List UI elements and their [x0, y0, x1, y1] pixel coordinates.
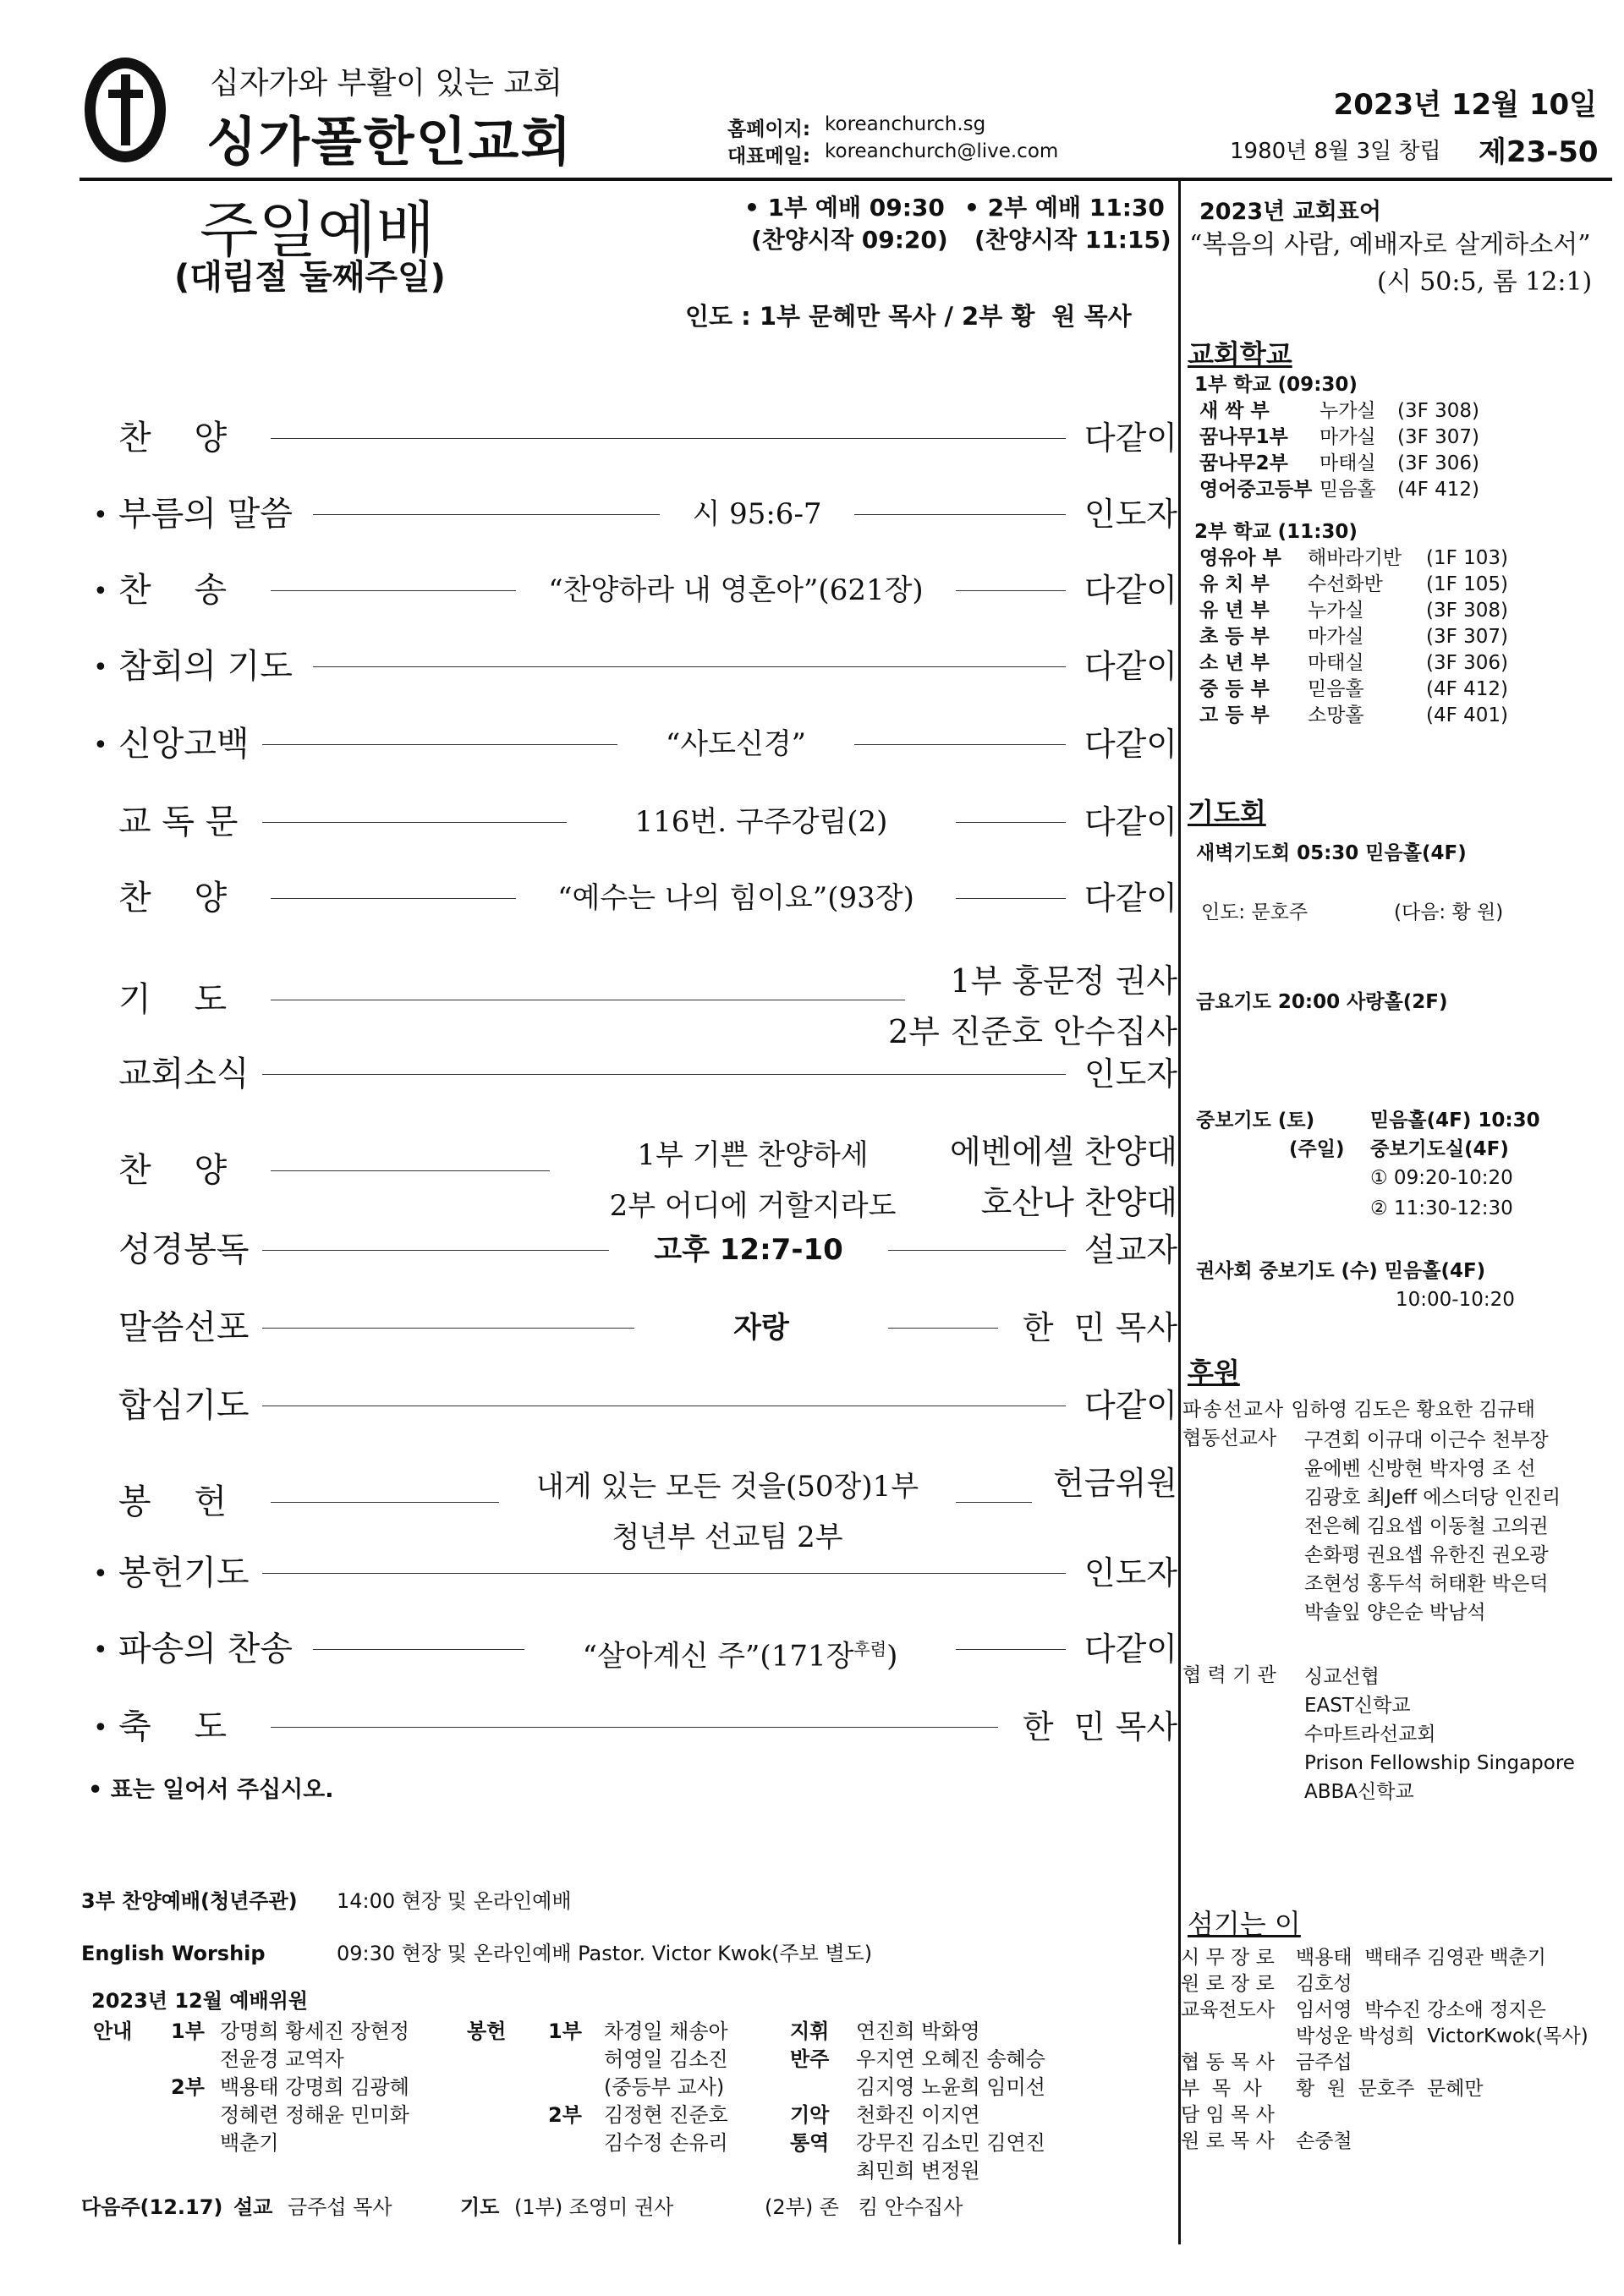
table-cell: 소 년 부 — [1199, 652, 1270, 674]
table-cell: 영어중고등부 — [1199, 479, 1313, 501]
order-item — [93, 489, 1177, 540]
table-row — [1181, 2024, 1617, 2050]
table-cell: 소망홀 — [1308, 704, 1364, 726]
order-item-leader: 인도자 — [1084, 1055, 1177, 1093]
table-row — [1199, 451, 1566, 477]
order-item-content-text: 116번. 구주강림(2) — [634, 805, 888, 839]
order-item-leader: 다같이 — [1084, 879, 1177, 917]
bulletin-date: 2023년 12월 10일 — [1333, 88, 1597, 122]
order-item-bullet: • — [93, 1713, 108, 1743]
table-cell: 교육전도사 — [1181, 1999, 1276, 2021]
offering-2-label: 2부 — [548, 2103, 582, 2127]
motto-reference: (시 50:5, 롬 12:1) — [1377, 267, 1593, 297]
list-item: 윤에벤 신방현 박자영 조 선 — [1304, 1458, 1536, 1480]
order-item-label: 참회의 기도 — [118, 647, 293, 686]
table-cell: (1F 105) — [1426, 573, 1509, 595]
order-item-leader: 인도자 — [1084, 496, 1177, 533]
order-item — [93, 873, 1177, 923]
deaconess-prayer-time: 10:00-10:20 — [1396, 1289, 1515, 1311]
conductor-label: 지휘 — [790, 2019, 830, 2043]
intercession-sunday: 중보기도실(4F) — [1370, 1138, 1509, 1160]
leader-dots-line — [313, 514, 660, 515]
offering-2-names — [604, 2101, 728, 2157]
cross-icon-bar — [108, 90, 143, 98]
leader-dots-line — [956, 822, 1066, 823]
leader-dots-line — [888, 1328, 998, 1329]
intercession-saturday: 믿음홀(4F) 10:30 — [1370, 1110, 1540, 1132]
leader-dots-line — [956, 1502, 1032, 1503]
table-cell: 고 등 부 — [1199, 704, 1270, 726]
offering-1-names — [604, 2018, 728, 2101]
org-label: 협 력 기 관 — [1182, 1664, 1276, 1686]
order-item-content-text: “살아계신 주”(171장 — [582, 1639, 854, 1674]
order-item — [93, 413, 1177, 463]
friday-prayer: 금요기도 20:00 사랑홀(2F) — [1196, 991, 1448, 1013]
intercession-sunday-label: (주일) — [1289, 1138, 1345, 1160]
usher-2-names — [220, 2074, 409, 2157]
order-item-content-line: 청년부 선교팀 2부 — [612, 1521, 843, 1554]
order-item — [93, 797, 1177, 847]
school-second-title: 2부 학교 (11:30) — [1194, 521, 1358, 543]
accompanist-label: 반주 — [790, 2047, 830, 2071]
service-time-2-praise: (찬양시작 11:15) — [974, 226, 1171, 254]
table-row — [1199, 425, 1566, 451]
partner-orgs — [1304, 1663, 1624, 1806]
offering-1-line: 허영일 김소진 — [604, 2047, 728, 2071]
table-cell: 초 등 부 — [1199, 626, 1270, 648]
table-cell: 해바라기반 — [1308, 547, 1402, 569]
support-missionaries — [1182, 1397, 1622, 1423]
order-item-content — [584, 797, 939, 847]
offering-label: 봉헌 — [467, 2019, 507, 2043]
order-item-content-text: “사도신경” — [665, 727, 807, 761]
order-item-content — [567, 1130, 939, 1231]
order-item — [93, 956, 1177, 1050]
leader-dots-line — [262, 744, 617, 745]
order-item-label: 찬 양 — [118, 419, 228, 458]
order-item-leader: 한 민 목사 — [1022, 1708, 1177, 1745]
order-item-leader-line: 에벤에셀 찬양대 — [949, 1133, 1177, 1170]
table-cell: (3F 306) — [1397, 452, 1480, 474]
founded-date: 1980년 8월 3일 창립 — [1230, 139, 1441, 164]
order-item-label: 말씀선포 — [118, 1308, 250, 1347]
table-cell: 꿈나무1부 — [1199, 426, 1288, 448]
list-item: 구견회 이규대 이근수 천부장 — [1304, 1429, 1549, 1451]
order-item-content-text: 고후 12:7-10 — [654, 1233, 843, 1267]
leader-dots-line — [956, 590, 1066, 591]
leader-dots-line — [956, 898, 1066, 899]
accompanist-line: 우지연 오혜진 송혜승 — [856, 2047, 1045, 2071]
order-item-leader-line: 1부 홍문정 권사 — [950, 962, 1177, 1000]
table-cell: 마가실 — [1308, 626, 1364, 648]
service-time-1: • 1부 예배 09:30 — [744, 194, 945, 222]
table-cell: (4F 401) — [1426, 704, 1509, 726]
dawn-next-leader: (다음: 황 원) — [1394, 901, 1504, 923]
order-item-bullet: • — [93, 1559, 108, 1589]
table-row — [1199, 477, 1566, 503]
coop-label: 협동선교사 — [1182, 1427, 1277, 1449]
order-item-content — [541, 1624, 939, 1681]
table-cell: 손중철 — [1296, 2130, 1352, 2152]
order-item-label: 찬 양 — [118, 879, 228, 918]
school-second-list — [1199, 545, 1622, 729]
instrument-label: 기악 — [790, 2103, 830, 2127]
table-row — [1181, 1971, 1617, 1997]
table-cell: 영유아 부 — [1199, 547, 1281, 569]
leader-dots-line — [956, 1649, 1066, 1650]
table-cell: 협 동 목 사 — [1181, 2052, 1275, 2074]
order-item-label: 찬 양 — [118, 1151, 228, 1190]
order-item-leader: 다같이 — [1084, 648, 1177, 685]
table-cell: (3F 308) — [1426, 600, 1509, 622]
usher-2-line: 정혜련 정해윤 민미화 — [220, 2103, 409, 2127]
english-worship: 09:30 현장 및 온라인예배 Pastor. Victor Kwok(주보 별도) — [337, 1942, 873, 1965]
order-item-label: 교회소식 — [118, 1055, 250, 1093]
servers-title: 섬기는 이 — [1188, 1908, 1301, 1940]
list-item: ABBA신학교 — [1304, 1781, 1414, 1803]
table-cell: 꿈나무2부 — [1199, 452, 1288, 474]
order-item-label: 기 도 — [118, 980, 228, 1019]
list-item: 김광호 최Jeff 에스더당 인진리 — [1304, 1487, 1561, 1509]
table-cell: 유 년 부 — [1199, 600, 1270, 622]
table-cell: (1F 103) — [1426, 547, 1509, 569]
table-cell: 새 싹 부 — [1199, 400, 1270, 422]
table-cell: 마가실 — [1320, 426, 1376, 448]
accompanist-line: 김지영 노윤희 임미선 — [856, 2075, 1045, 2099]
church-slogan: 십자가와 부활이 있는 교회 — [210, 66, 562, 101]
order-item-content-line: 2부 어디에 거할지라도 — [609, 1189, 897, 1223]
service-leader: 인도 : 1부 문혜만 목사 / 2부 황 원 목사 — [685, 302, 1132, 331]
order-item — [93, 1126, 1177, 1223]
leader-dots-line — [271, 590, 516, 591]
table-cell: 마태실 — [1308, 652, 1364, 674]
order-item-leader: 다같이 — [1084, 803, 1177, 841]
standing-note: • 표는 일어서 주십시오. — [88, 1777, 334, 1803]
leader-dots-line — [854, 514, 1066, 515]
table-row — [1199, 598, 1595, 624]
table-cell: (3F 307) — [1397, 426, 1480, 448]
table-cell: (4F 412) — [1397, 479, 1480, 501]
table-cell: 시 무 장 로 — [1181, 1947, 1275, 1969]
leader-dots-line — [271, 898, 516, 899]
leader-dots-line — [271, 1727, 998, 1728]
interpreter-line: 최민희 변정원 — [856, 2159, 980, 2183]
issue-number: 제23-50 — [1479, 135, 1599, 169]
missionary-label: 파송선교사 — [1182, 1399, 1286, 1421]
leader-dots-line — [313, 666, 1066, 667]
table-cell: 원 로 장 로 — [1181, 1973, 1275, 1995]
order-item — [93, 1458, 1177, 1554]
table-cell: 누가실 — [1320, 400, 1376, 422]
order-item-content-text: “찬양하라 내 영혼아”(621장) — [548, 573, 924, 607]
list-item: 조현성 홍두석 허태환 박은덕 — [1304, 1573, 1549, 1595]
youth-service-label: 3부 찬양예배(청년주관) — [81, 1889, 298, 1913]
table-cell: 마태실 — [1320, 452, 1376, 474]
table-cell: 금주섭 — [1296, 2052, 1352, 2074]
order-item-content-line: 1부 기쁜 찬양하세 — [637, 1138, 869, 1172]
table-row — [1181, 2050, 1617, 2076]
leader-dots-line — [262, 1573, 1066, 1574]
order-item-bullet: • — [93, 653, 108, 682]
order-item-leader-line: 2부 진준호 안수집사 — [888, 1013, 1177, 1050]
order-item-leader: 다같이 — [1084, 419, 1177, 457]
dawn-prayer: 새벽기도회 05:30 믿음홀(4F) — [1196, 842, 1467, 864]
order-item-content — [677, 489, 837, 540]
order-item-content-line: 내게 있는 모든 것을(50장)1부 — [535, 1470, 919, 1504]
offering-2-line: 김정현 진준호 — [604, 2103, 728, 2127]
intercession-time-1: ① 09:20-10:20 — [1370, 1167, 1513, 1189]
table-cell: 부 목 사 — [1181, 2078, 1262, 2100]
usher-1-line: 강명희 황세진 장현정 — [220, 2019, 409, 2043]
order-item-label: 신앙고백 — [118, 725, 250, 764]
order-item-label: 합심기도 — [118, 1386, 250, 1425]
service-time-1-praise: (찬양시작 09:20) — [751, 226, 948, 254]
leader-dots-line — [313, 1649, 524, 1650]
order-item-bullet: • — [93, 577, 108, 606]
table-cell: 원 로 목 사 — [1181, 2130, 1275, 2152]
interpreter-line: 강무진 김소민 김연진 — [856, 2131, 1045, 2155]
next-sermon: 금주섭 목사 — [288, 2195, 392, 2219]
usher-1-label: 1부 — [171, 2019, 205, 2043]
usher-2-line: 백용태 강명희 김광혜 — [220, 2075, 409, 2099]
next-week-label: 다음주(12.17) — [81, 2195, 223, 2219]
coop-missionaries — [1304, 1426, 1624, 1627]
prayer-title: 기도회 — [1188, 797, 1266, 829]
order-item-label: 파송의 찬송 — [118, 1630, 293, 1669]
table-row — [1199, 545, 1595, 572]
order-item — [93, 1548, 1177, 1598]
order-item — [93, 1049, 1177, 1099]
order-item-bullet: • — [93, 501, 108, 530]
conductor-names: 연진희 박화영 — [856, 2019, 980, 2043]
table-row — [1199, 624, 1595, 650]
table-row — [1181, 2129, 1617, 2155]
list-item: 싱교선협 — [1304, 1666, 1380, 1688]
service-time-2: • 2부 예배 11:30 — [964, 194, 1165, 222]
next-sermon-label: 설교 — [233, 2195, 273, 2219]
accompanist-names — [856, 2046, 1045, 2101]
table-cell — [1181, 2024, 1296, 2050]
youth-service: 14:00 현장 및 온라인예배 — [337, 1889, 572, 1913]
order-item-content — [533, 873, 939, 923]
table-cell: 누가실 — [1308, 600, 1364, 622]
intercession-time-2: ② 11:30-12:30 — [1370, 1197, 1513, 1219]
order-item-label: 봉 헌 — [118, 1482, 228, 1521]
offering-1-line: (중등부 교사) — [604, 2075, 725, 2099]
list-item: 전은혜 김요셉 이동철 고의권 — [1304, 1515, 1549, 1537]
order-item-leader: 헌금위원 — [1053, 1465, 1177, 1502]
order-item — [93, 641, 1177, 692]
order-item-leader: 인도자 — [1084, 1554, 1177, 1592]
table-row — [1199, 398, 1566, 425]
usher-label: 안내 — [93, 2019, 133, 2043]
support-title: 후원 — [1188, 1356, 1240, 1389]
order-item-superscript: 후렴 — [853, 1639, 887, 1659]
homepage-link[interactable]: koreanchurch.sg — [825, 113, 986, 135]
order-item-leader: 설교자 — [1084, 1231, 1177, 1269]
table-cell: 김호성 — [1296, 1973, 1352, 1995]
order-item-content — [626, 1225, 871, 1275]
committee-title: 2023년 12월 예배위원 — [91, 1989, 309, 2013]
table-cell: 백용태 백태주 김영관 백춘기 — [1296, 1947, 1546, 1969]
order-item-content — [533, 565, 939, 616]
offering-2-line: 김수정 손유리 — [604, 2131, 728, 2155]
service-title: 주일예배 — [200, 195, 436, 266]
cross-icon — [121, 74, 130, 145]
homepage-label: 홈페이지: — [727, 118, 811, 140]
next-prayer-1: (1부) 조영미 권사 — [514, 2195, 674, 2219]
leader-dots-line — [262, 1074, 1066, 1075]
order-item-bullet: • — [93, 731, 108, 760]
table-row — [1181, 2102, 1617, 2129]
leader-dots-line — [262, 1250, 609, 1251]
table-cell: 박성운 박성희 VictorKwok(목사) — [1296, 2025, 1588, 2047]
next-prayer-label: 기도 — [460, 2195, 500, 2219]
email-link[interactable]: koreanchurch@live.com — [825, 140, 1059, 162]
column-divider — [1178, 181, 1181, 2244]
order-item-leader: 다같이 — [1084, 1387, 1177, 1424]
leader-dots-line — [262, 822, 567, 823]
table-row — [1199, 703, 1595, 729]
order-item-content-tail: ) — [886, 1639, 898, 1674]
order-item-content — [634, 719, 837, 770]
order-item-leader-line: 호산나 찬양대 — [980, 1184, 1177, 1221]
table-cell: 황 원 문호주 문혜만 — [1296, 2078, 1484, 2100]
table-cell: 수선화반 — [1308, 573, 1383, 595]
order-item-content-text: 자랑 — [733, 1311, 789, 1345]
order-item — [93, 1302, 1177, 1353]
order-item-leader: 다같이 — [1084, 572, 1177, 609]
interpreter-label: 통역 — [790, 2131, 830, 2155]
offering-1-label: 1부 — [548, 2019, 582, 2043]
dawn-leader: 인도: 문호주 — [1201, 901, 1309, 923]
order-item-label: 성경봉독 — [118, 1230, 250, 1269]
order-item-label: 찬 송 — [118, 571, 228, 610]
order-item-leader: 한 민 목사 — [1022, 1309, 1177, 1346]
motto-title: 2023년 교회표어 — [1199, 199, 1381, 225]
interpreter-names — [856, 2129, 1045, 2185]
table-row — [1199, 650, 1595, 677]
order-item — [93, 565, 1177, 616]
order-item-bullet: • — [93, 1636, 108, 1665]
table-cell: 중 등 부 — [1199, 678, 1270, 700]
order-item — [93, 1624, 1177, 1674]
table-cell: 믿음홀 — [1308, 678, 1364, 700]
order-item — [93, 1225, 1177, 1275]
table-cell: (4F 412) — [1426, 678, 1509, 700]
leader-dots-line — [262, 1328, 634, 1329]
instrument-names: 천화진 이지연 — [856, 2103, 980, 2127]
table-cell — [1296, 2102, 1617, 2129]
order-item-leader: 다같이 — [1084, 726, 1177, 763]
next-prayer-2: (2부) 존 킴 안수집사 — [765, 2195, 963, 2219]
order-item-content — [651, 1302, 871, 1353]
table-cell: 유 치 부 — [1199, 573, 1270, 595]
english-worship-label: English Worship — [81, 1942, 266, 1965]
servers-list — [1181, 1945, 1621, 2155]
list-item: 손화평 권요셉 유한진 권오광 — [1304, 1544, 1549, 1566]
table-row — [1181, 1945, 1617, 1971]
list-item: Prison Fellowship Singapore — [1304, 1752, 1575, 1774]
order-item-leader — [888, 956, 1177, 1057]
order-item — [93, 719, 1177, 770]
school-title: 교회학교 — [1188, 338, 1292, 370]
order-item-leader: 다같이 — [1084, 1630, 1177, 1668]
intercession-label: 중보기도 (토) — [1196, 1110, 1315, 1132]
missionary-names: 임하영 김도은 황요한 김규태 — [1291, 1399, 1535, 1421]
church-name: 싱가폴한인교회 — [206, 111, 573, 173]
list-item: 박솔잎 양은순 박남석 — [1304, 1602, 1486, 1624]
usher-2-label: 2부 — [171, 2075, 205, 2099]
list-item: 수마트라선교회 — [1304, 1723, 1436, 1745]
school-first-list — [1199, 398, 1622, 503]
order-item-label: 축 도 — [118, 1707, 228, 1746]
table-cell: 임서영 박수진 강소애 정지은 — [1296, 1999, 1546, 2021]
order-item-label: 교 독 문 — [118, 803, 239, 841]
usher-1-names — [220, 2018, 409, 2074]
table-row — [1181, 1997, 1617, 2024]
table-cell: (3F 307) — [1426, 626, 1509, 648]
leader-dots-line — [271, 438, 1066, 439]
order-item — [93, 1380, 1177, 1431]
list-item: EAST신학교 — [1304, 1695, 1411, 1717]
table-cell: 담 임 목 사 — [1181, 2104, 1275, 2126]
table-cell: (3F 306) — [1426, 652, 1509, 674]
table-row — [1181, 2076, 1617, 2102]
order-item-content-text: 시 95:6-7 — [692, 497, 822, 531]
order-item — [93, 1701, 1177, 1752]
usher-1-line: 전윤경 교역자 — [220, 2047, 344, 2071]
order-item-label: 봉헌기도 — [118, 1553, 250, 1592]
school-first-title: 1부 학교 (09:30) — [1194, 374, 1358, 396]
table-row — [1199, 572, 1595, 598]
email-label: 대표메일: — [727, 145, 811, 167]
order-item-label: 부름의 말씀 — [118, 495, 293, 534]
order-item-content-text: “예수는 나의 힘이요”(93장) — [557, 881, 914, 915]
offering-1-line: 차경일 채송아 — [604, 2019, 728, 2043]
motto-text: “복음의 사람, 예배자로 살게하소서” — [1189, 230, 1591, 260]
table-cell: (3F 308) — [1397, 400, 1480, 422]
leader-dots-line — [888, 1250, 1066, 1251]
service-subtitle: (대림절 둘째주일) — [174, 258, 446, 297]
leader-dots-line — [854, 744, 1066, 745]
usher-2-line: 백춘기 — [220, 2131, 279, 2155]
table-cell: 믿음홀 — [1320, 479, 1376, 501]
order-item-leader — [950, 1126, 1177, 1228]
leader-dots-line — [271, 1502, 499, 1503]
leader-dots-line — [271, 1170, 550, 1171]
deaconess-prayer: 권사회 중보기도 (수) 믿음홀(4F) — [1196, 1260, 1486, 1282]
table-row — [1199, 677, 1595, 703]
